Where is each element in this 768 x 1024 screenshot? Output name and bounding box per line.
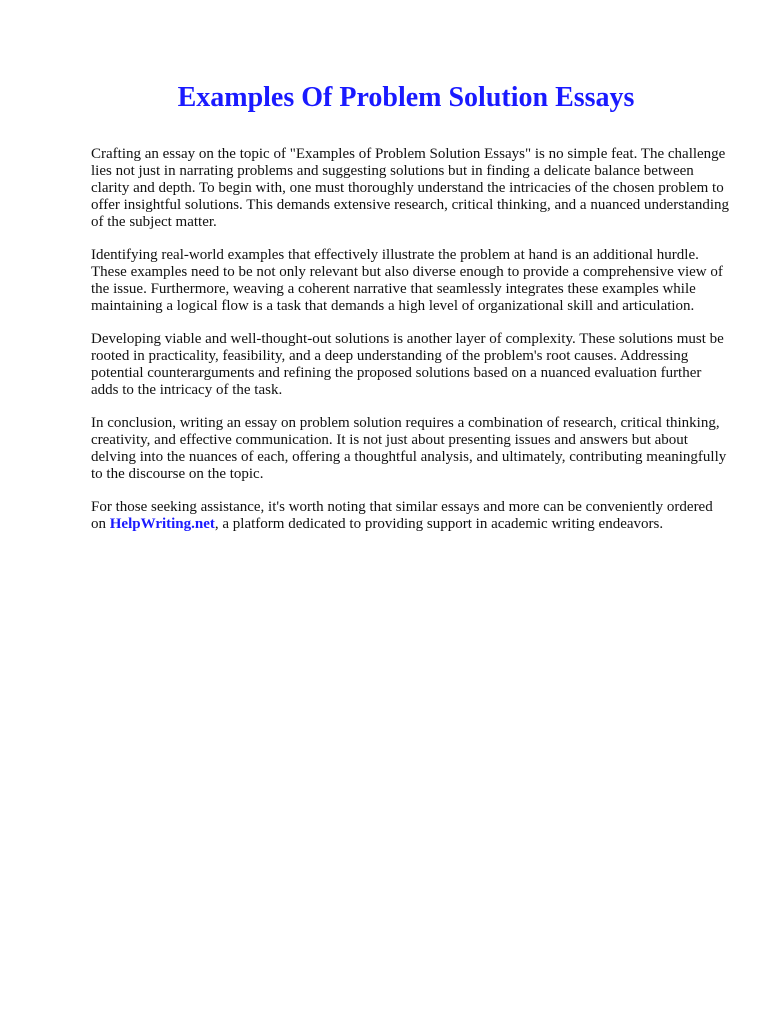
closing-text-before-link: For those seeking assistance, it's worth noting that similar essays and more can be conveniently ordered on xyxy=(91,499,713,532)
paragraph-2: Identifying real-world examples that effectively illustrate the problem at hand is an additional hurdle. These examples need to be not only relevant but also diverse enough to provide a comprehensive view of the issue. Furthermore, weaving a coherent narrative that seamlessly integrates these examples while maintaining a logical flow is a task that demands a high level of organizational skill and articulation. xyxy=(91,247,723,314)
paragraph-4: In conclusion, writing an essay on problem solution requires a combination of research, critical thinking, creativity, and effective communication. It is not just about presenting issues and answers but about delving into the nuances of each, offering a thoughtful analysis, and ultimately, contributing meaningfully to the discourse on the topic. xyxy=(91,415,727,482)
document-title: Examples Of Problem Solution Essays xyxy=(177,82,635,113)
document-body xyxy=(91,146,731,549)
paragraph-1: Crafting an essay on the topic of "Examples of Problem Solution Essays" is no simple feat. The challenge lies not just in narrating problems and suggesting solutions but in finding a delicate balance between clarity and depth. To begin with, one must thoroughly understand the intricacies of the chosen problem to offer insightful solutions. This demands extensive research, critical thinking, and a nuanced understanding of the subject matter. xyxy=(91,146,730,230)
paragraph-3: Developing viable and well-thought-out solutions is another layer of complexity. These solutions must be rooted in practicality, feasibility, and a deep understanding of the problem's root causes. Addressing potential counterarguments and refining the proposed solutions based on a nuanced evaluation further adds to the intricacy of the task. xyxy=(91,331,724,398)
closing-text-after-link: , a platform dedicated to providing support in academic writing endeavors. xyxy=(214,516,664,532)
closing-paragraph xyxy=(91,499,731,533)
helpwriting-link[interactable]: HelpWriting.net xyxy=(109,516,215,532)
